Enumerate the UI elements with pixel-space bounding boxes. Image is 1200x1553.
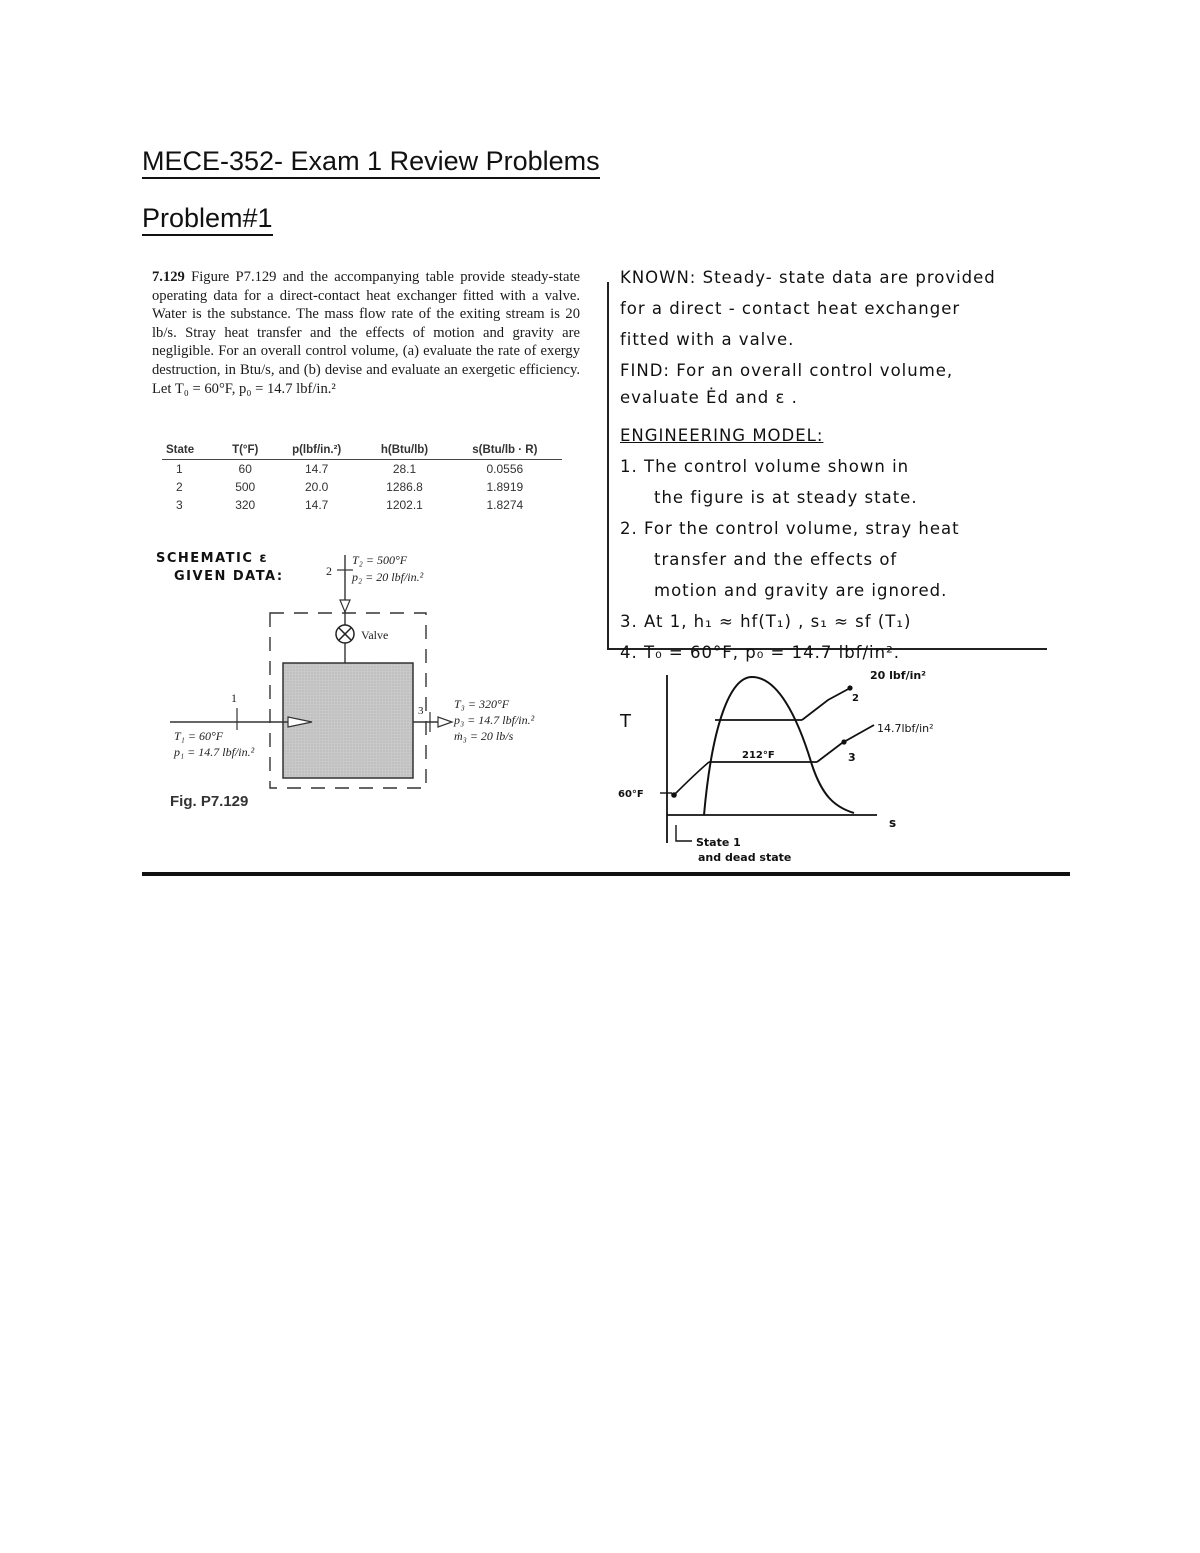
table-header: h(Btu/lb): [361, 442, 447, 460]
known-line-1: KNOWN: Steady- state data are provided: [620, 268, 996, 287]
state3-arrow: [438, 717, 452, 727]
state3-temperature: T₃ = 320°F: [454, 697, 510, 711]
table-cell: 14.7: [305, 462, 329, 476]
problem-label: Problem#1: [142, 203, 273, 236]
ts-state1-label: State 1: [696, 836, 741, 849]
section-divider: [142, 872, 1070, 876]
t-axis-label: T: [620, 711, 631, 732]
problem-statement: [152, 268, 580, 398]
find-line-2: evaluate Ėd and ε .: [620, 388, 798, 407]
model-item-1a: 1. The control volume shown in: [620, 457, 910, 476]
table-row: [162, 496, 562, 514]
state2-point-label: 2: [852, 693, 859, 704]
ts-diagram: [612, 655, 1032, 870]
problem-number: 7.129: [152, 269, 185, 285]
state3-massflow: ṁ₃ = 20 lb/s: [454, 729, 514, 743]
state2-temperature: T₂ = 500°F: [352, 553, 408, 567]
table-cell: 0.0556: [486, 462, 524, 476]
model-item-2c: motion and gravity are ignored.: [654, 581, 948, 600]
state3-point: [841, 739, 846, 744]
table-header: p(lbf/in.²): [272, 442, 361, 460]
state-table: [162, 442, 562, 514]
table-cell: 28.1: [392, 462, 417, 476]
known-line-3: fitted with a valve.: [620, 330, 795, 349]
schematic-figure: [140, 540, 600, 820]
temp-212-label: 212°F: [742, 750, 775, 761]
state3-point-label: 3: [848, 751, 856, 764]
state1-pointer: [676, 825, 692, 841]
table-cell: 1: [176, 462, 183, 476]
model-item-1b: the figure is at steady state.: [654, 488, 918, 507]
find-line-1: FIND: For an overall control volume,: [620, 361, 954, 380]
ts-dead-state-label: and dead state: [698, 851, 792, 864]
table-cell: 320: [235, 498, 256, 512]
state2-arrow: [340, 600, 350, 612]
table-row: [162, 478, 562, 496]
known-line-2: for a direct - contact heat exchanger: [620, 299, 961, 318]
valve-label: Valve: [361, 628, 389, 642]
isobar-20-label: 20 lbf/in²: [870, 669, 927, 682]
model-item-2a: 2. For the control volume, stray heat: [620, 519, 960, 538]
table-cell: 14.7: [305, 498, 329, 512]
schematic-label-1: SCHEMATIC ɛ: [156, 551, 269, 566]
table-header: s(Btu/lb · R): [448, 442, 562, 460]
state3-pressure: p₃ = 14.7 lbf/in.²: [454, 713, 535, 727]
table-header: T(°F): [218, 442, 272, 460]
table-cell: 1202.1: [386, 498, 423, 512]
model-item-3: 3. At 1, h₁ ≈ hf(T₁) , s₁ ≈ sf (T₁): [620, 612, 912, 631]
state3-number: 3: [418, 705, 424, 717]
isobar-14-label: 14.7lbf/in²: [877, 722, 934, 735]
state2-pressure: p₂ = 20 lbf/in.²: [352, 570, 424, 584]
s-axis-label: s: [889, 816, 897, 830]
temp-60-label: 60°F: [618, 789, 644, 800]
notes-frame-left: [607, 282, 609, 648]
handwritten-notes: [620, 262, 1060, 668]
table-header-row: [162, 442, 562, 460]
state1-point: [671, 792, 677, 798]
page-title: MECE-352- Exam 1 Review Problems: [142, 146, 600, 179]
model-title: ENGINEERING MODEL:: [620, 426, 824, 445]
problem-statement-text: Figure P7.129 and the accompanying table provide steady-state operating data for a direct-contact heat exchanger fitted with a valve. Water is the substance. The mass flow rate of the exiting stream is 20 lb/s. Stray heat transfer and the effects of motion and gravity are negligible. For an overall control volume, (a) evaluate the rate of exergy destruction, in Btu/s, and (b) devise and evaluate an exergetic efficiency. Let T₀ = 60°F, p₀ = 14.7 lbf/in.²: [152, 269, 581, 397]
model-item-2b: transfer and the effects of: [654, 550, 898, 569]
table-cell: 500: [235, 480, 256, 494]
liquid-line: [674, 762, 709, 795]
table-cell: 60: [238, 462, 252, 476]
state2-number: 2: [326, 564, 332, 578]
state1-temperature: T₁ = 60°F: [174, 729, 224, 743]
isobar-20-superheat: [802, 687, 852, 720]
table-cell: 20.0: [305, 480, 329, 494]
table-cell: 1.8274: [486, 498, 524, 512]
schematic-label-2: GIVEN DATA:: [174, 569, 284, 584]
table-cell: 2: [176, 480, 183, 494]
state1-number: 1: [231, 691, 237, 705]
model-item-4: 4. T₀ = 60°F, p₀ = 14.7 lbf/in².: [620, 643, 900, 662]
table-cell: 1286.8: [386, 480, 423, 494]
table-cell: 3: [176, 498, 183, 512]
table-row: [162, 460, 562, 479]
figure-caption: Fig. P7.129: [170, 793, 249, 810]
state2-point: [847, 685, 852, 690]
table-cell: 1.8919: [486, 480, 524, 494]
state1-pressure: p₁ = 14.7 lbf/in.²: [174, 745, 255, 759]
table-header: State: [162, 442, 218, 460]
